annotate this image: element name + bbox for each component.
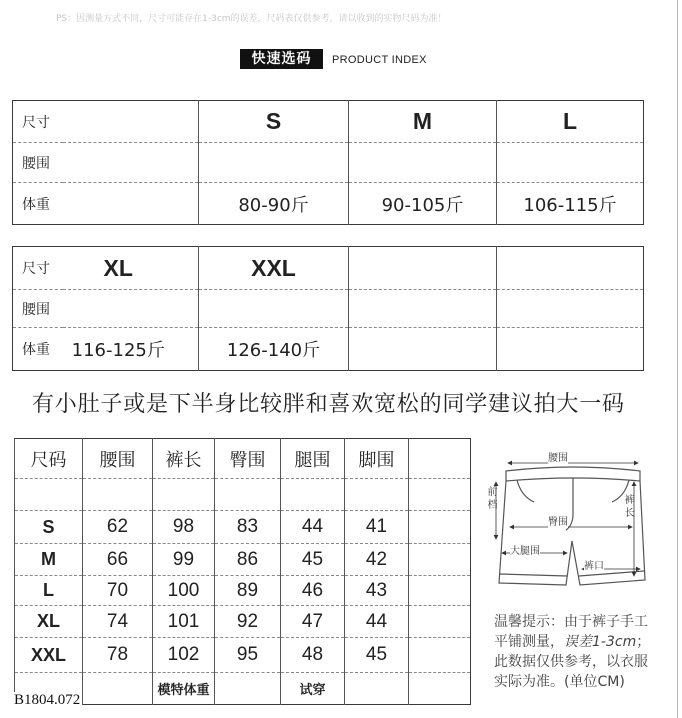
- hip-value: 89: [215, 576, 281, 606]
- thigh-value: 45: [281, 544, 345, 576]
- thigh-label: 大腿围: [510, 546, 540, 557]
- waist-label: 腰围: [548, 453, 568, 464]
- blank-cell: [409, 544, 471, 576]
- row-label-weight: 体重: [13, 328, 63, 371]
- hip-value: 86: [215, 544, 281, 576]
- table-row: [15, 511, 471, 544]
- thigh-value: 48: [281, 638, 345, 673]
- tip-line: [494, 632, 650, 652]
- hem-value: 43: [345, 576, 409, 606]
- size-header-xl: XL: [103, 254, 133, 281]
- tip-line: 此数据仅供参考，以衣服: [494, 654, 648, 670]
- hip-value: 92: [215, 606, 281, 638]
- blank-cell: [409, 673, 471, 705]
- blank-row: [15, 479, 471, 511]
- hip-label: 臀围: [548, 517, 568, 528]
- blank-cell: [497, 328, 644, 371]
- blank-cell: [409, 638, 471, 673]
- shorts-measurement-diagram: [484, 444, 664, 594]
- weight-row: [13, 183, 644, 225]
- hip-value: 83: [215, 511, 281, 544]
- row-label-size: 尺寸: [22, 114, 50, 131]
- col-header-length: 裤长: [153, 439, 215, 479]
- measurement-tips: [494, 612, 650, 692]
- length-value: 98: [153, 511, 215, 544]
- blank-cell: [345, 479, 409, 511]
- blank-cell: [63, 290, 199, 328]
- blank-cell: [153, 479, 215, 511]
- model-footer-row: [15, 673, 471, 705]
- blank-cell: [63, 101, 199, 143]
- size-header-l: L: [497, 101, 644, 143]
- blank-cell: [281, 479, 345, 511]
- blank-cell: [215, 479, 281, 511]
- blank-cell: [63, 183, 199, 225]
- blank-cell: [83, 673, 153, 705]
- front-rise-label: 前档: [485, 486, 496, 512]
- waist-value: 62: [83, 511, 153, 544]
- waist-value: 66: [83, 544, 153, 576]
- blank-cell: [409, 479, 471, 511]
- length-value: 100: [153, 576, 215, 606]
- blank-cell: [63, 143, 199, 183]
- col-header-hip: 臀围: [215, 439, 281, 479]
- blank-cell: [349, 143, 497, 183]
- size-header-m: M: [349, 101, 497, 143]
- size-header-s: S: [199, 101, 349, 143]
- blank-cell: [409, 576, 471, 606]
- length-value: 101: [153, 606, 215, 638]
- size-row: [13, 101, 644, 143]
- size-label: S: [15, 511, 83, 544]
- row-label-size: 尺寸: [22, 261, 50, 277]
- left-pocket: [517, 480, 534, 502]
- length-value: 99: [153, 544, 215, 576]
- model-weight-label: 模特体重: [153, 673, 215, 705]
- row-label-waist: 腰围: [13, 143, 63, 183]
- blank-cell: [199, 290, 349, 328]
- blank-cell: [409, 606, 471, 638]
- col-header-size: 尺码: [15, 439, 83, 479]
- col-header-waist: 腰围: [83, 439, 153, 479]
- size-measurement-table: [14, 438, 471, 705]
- blank-cell: [349, 290, 497, 328]
- quick-size-table-1: [12, 100, 644, 225]
- blank-cell: [15, 479, 83, 511]
- tip-text: 平铺测量，: [494, 634, 564, 650]
- hem-value: 45: [345, 638, 409, 673]
- blank-cell: [349, 328, 497, 371]
- blank-cell: [199, 143, 349, 183]
- product-code: B1804.072: [14, 692, 81, 708]
- table-row: [15, 638, 471, 673]
- thigh-value: 46: [281, 576, 345, 606]
- weight-xxl: 126-140斤: [199, 328, 349, 371]
- waist-row: [13, 143, 644, 183]
- table-row: [15, 576, 471, 606]
- tip-line: 实际为准。(单位CM): [494, 674, 625, 690]
- shorts-outline: [499, 467, 645, 585]
- size-label: XXL: [15, 638, 83, 673]
- size-up-advice: 有小肚子或是下半身比较胖和喜欢宽松的同学建议拍大一码: [32, 392, 625, 417]
- left-cuff: [500, 574, 567, 576]
- hip-value: 95: [215, 638, 281, 673]
- right-edge-divider: [677, 0, 678, 718]
- size-label: L: [15, 576, 83, 606]
- weight-m: 90-105斤: [349, 183, 497, 225]
- blank-cell: [215, 673, 281, 705]
- blank-cell: [497, 290, 644, 328]
- waist-value: 70: [83, 576, 153, 606]
- tip-text: ；: [636, 634, 651, 650]
- size-label: M: [15, 544, 83, 576]
- product-index-label: PRODUCT INDEX: [332, 54, 427, 66]
- quick-size-badge: 快速选码: [240, 49, 323, 69]
- hem-value: 41: [345, 511, 409, 544]
- try-on-label: 试穿: [281, 673, 345, 705]
- weight-s: 80-90斤: [199, 183, 349, 225]
- quick-size-table-2: [12, 246, 644, 371]
- blank-cell: [349, 247, 497, 290]
- waist-value: 74: [83, 606, 153, 638]
- col-header-thigh: 腿围: [281, 439, 345, 479]
- measurement-notice: PS：因测量方式不同，尺寸可能存在1-3cm的误差，尺码表仅供参考，请以收到的实物尺码为准！: [56, 14, 447, 24]
- table-row: [15, 544, 471, 576]
- size-header-xxl: XXL: [199, 247, 349, 290]
- hem-label: 裤口: [584, 561, 604, 572]
- hem-value: 44: [345, 606, 409, 638]
- blank-cell: [409, 439, 471, 479]
- shorts-illustration: [484, 444, 664, 594]
- table-row: [15, 606, 471, 638]
- col-header-hem: 脚围: [345, 439, 409, 479]
- blank-cell: [409, 511, 471, 544]
- weight-l: 106-115斤: [497, 183, 644, 225]
- hem-value: 42: [345, 544, 409, 576]
- length-value: 102: [153, 638, 215, 673]
- tip-line: 温馨提示：由于裤子手工: [494, 614, 648, 630]
- thigh-value: 47: [281, 606, 345, 638]
- size-label: XL: [15, 606, 83, 638]
- row-label-weight: 体重: [13, 183, 63, 225]
- blank-cell: [83, 479, 153, 511]
- blank-cell: [497, 247, 644, 290]
- blank-cell: [497, 143, 644, 183]
- waist-value: 78: [83, 638, 153, 673]
- thigh-value: 44: [281, 511, 345, 544]
- blank-cell: [345, 673, 409, 705]
- size-row: [13, 247, 644, 290]
- weight-xl: 116-125斤: [63, 328, 199, 371]
- waist-row: [13, 290, 644, 328]
- row-label-waist: 腰围: [13, 290, 63, 328]
- tip-error-range: 误差1-3cm: [564, 634, 637, 650]
- size-table-header-row: [15, 439, 471, 479]
- length-label: 裤长: [622, 494, 633, 520]
- weight-row: [13, 328, 644, 371]
